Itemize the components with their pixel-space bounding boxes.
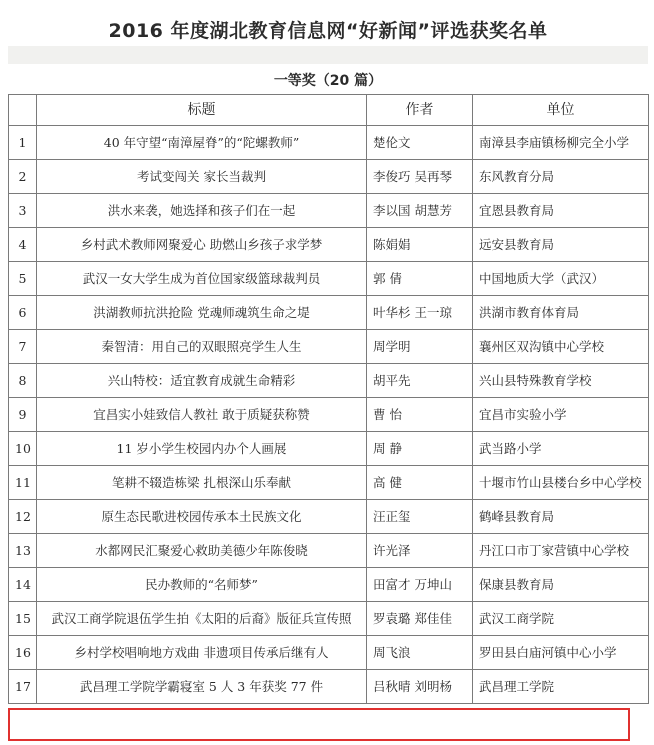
row-number: 4 xyxy=(9,228,37,262)
highlight-box xyxy=(8,708,630,741)
header-title: 标题 xyxy=(37,95,367,126)
table-row xyxy=(9,160,649,194)
table-row xyxy=(9,500,649,534)
table-row xyxy=(9,568,649,602)
row-author: 吕秋晴 刘明杨 xyxy=(367,670,473,704)
row-title: 武汉一女大学生成为首位国家级篮球裁判员 xyxy=(37,262,367,296)
row-number: 14 xyxy=(9,568,37,602)
header-author: 作者 xyxy=(367,95,473,126)
row-number: 10 xyxy=(9,432,37,466)
row-title: 11 岁小学生校园内办个人画展 xyxy=(37,432,367,466)
row-unit: 中国地质大学（武汉） xyxy=(473,262,649,296)
row-unit: 十堰市竹山县楼台乡中心学校 xyxy=(473,466,649,500)
row-unit: 保康县教育局 xyxy=(473,568,649,602)
header-unit: 单位 xyxy=(473,95,649,126)
row-author: 田富才 万坤山 xyxy=(367,568,473,602)
row-title: 考试变闯关 家长当裁判 xyxy=(37,160,367,194)
row-title: 武汉工商学院退伍学生拍《太阳的后裔》版征兵宣传照 xyxy=(37,602,367,636)
row-author: 汪正玺 xyxy=(367,500,473,534)
row-unit: 丹江口市丁家营镇中心学校 xyxy=(473,534,649,568)
row-number: 8 xyxy=(9,364,37,398)
row-unit: 兴山县特殊教育学校 xyxy=(473,364,649,398)
row-author: 高 健 xyxy=(367,466,473,500)
row-author: 叶华杉 王一琼 xyxy=(367,296,473,330)
table-row xyxy=(9,126,649,160)
row-number: 16 xyxy=(9,636,37,670)
row-author: 罗袁璐 郑佳佳 xyxy=(367,602,473,636)
row-unit: 鹤峰县教育局 xyxy=(473,500,649,534)
row-title: 武昌理工学院学霸寝室 5 人 3 年获奖 77 件 xyxy=(37,670,367,704)
row-title: 宜昌实小娃致信人教社 敢于质疑获称赞 xyxy=(37,398,367,432)
award-level-heading: 一等奖（20 篇） xyxy=(273,73,383,89)
row-title: 兴山特校：适宜教育成就生命精彩 xyxy=(37,364,367,398)
table-header-row xyxy=(9,95,649,126)
row-title: 40 年守望“南漳屋脊”的“陀螺教师” xyxy=(37,126,367,160)
row-number: 1 xyxy=(9,126,37,160)
table-row xyxy=(9,364,649,398)
row-number: 3 xyxy=(9,194,37,228)
table-row xyxy=(9,670,649,704)
row-title: 乡村学校唱响地方戏曲 非遗项目传承后继有人 xyxy=(37,636,367,670)
table-row xyxy=(9,534,649,568)
row-unit: 远安县教育局 xyxy=(473,228,649,262)
row-title: 笔耕不辍造栋梁 扎根深山乐奉献 xyxy=(37,466,367,500)
row-author: 周飞浪 xyxy=(367,636,473,670)
row-title: 原生态民歌进校园传承本土民族文化 xyxy=(37,500,367,534)
row-author: 楚伦文 xyxy=(367,126,473,160)
row-author: 郭 倩 xyxy=(367,262,473,296)
row-author: 曹 怡 xyxy=(367,398,473,432)
row-number: 9 xyxy=(9,398,37,432)
award-table xyxy=(8,94,649,704)
row-number: 17 xyxy=(9,670,37,704)
row-unit: 武汉工商学院 xyxy=(473,602,649,636)
table-row xyxy=(9,330,649,364)
row-number: 7 xyxy=(9,330,37,364)
table-row xyxy=(9,228,649,262)
table-row xyxy=(9,262,649,296)
row-number: 13 xyxy=(9,534,37,568)
row-unit: 东风教育分局 xyxy=(473,160,649,194)
row-title: 水都网民汇聚爱心救助美德少年陈俊晓 xyxy=(37,534,367,568)
row-author: 李以国 胡慧芳 xyxy=(367,194,473,228)
header-number xyxy=(9,95,37,126)
row-number: 15 xyxy=(9,602,37,636)
row-number: 12 xyxy=(9,500,37,534)
row-author: 周学明 xyxy=(367,330,473,364)
row-title: 洪水来袭，她选择和孩子们在一起 xyxy=(37,194,367,228)
row-unit: 罗田县白庙河镇中心小学 xyxy=(473,636,649,670)
table-row xyxy=(9,194,649,228)
row-title: 乡村武术教师网聚爱心 助燃山乡孩子求学梦 xyxy=(37,228,367,262)
row-author: 周 静 xyxy=(367,432,473,466)
row-title: 洪湖教师抗洪抢险 党魂师魂筑生命之堤 xyxy=(37,296,367,330)
table-row xyxy=(9,432,649,466)
table-row xyxy=(9,466,649,500)
row-author: 陈娟娟 xyxy=(367,228,473,262)
row-number: 6 xyxy=(9,296,37,330)
row-unit: 襄州区双沟镇中心学校 xyxy=(473,330,649,364)
table-row xyxy=(9,296,649,330)
row-unit: 宜昌市实验小学 xyxy=(473,398,649,432)
document-title: 2016 年度湖北教育信息网“好新闻”评选获奖名单 xyxy=(108,20,548,42)
row-title: 秦智清：用自己的双眼照亮学生人生 xyxy=(37,330,367,364)
row-unit: 洪湖市教育体育局 xyxy=(473,296,649,330)
table-row xyxy=(9,636,649,670)
row-unit: 南漳县李庙镇杨柳完全小学 xyxy=(473,126,649,160)
row-author: 胡平先 xyxy=(367,364,473,398)
row-title: 民办教师的“名师梦” xyxy=(37,568,367,602)
table-row xyxy=(9,602,649,636)
row-number: 11 xyxy=(9,466,37,500)
row-author: 许光泽 xyxy=(367,534,473,568)
award-list-document xyxy=(8,8,648,742)
row-author: 李俊巧 吴再琴 xyxy=(367,160,473,194)
row-number: 2 xyxy=(9,160,37,194)
row-number: 5 xyxy=(9,262,37,296)
show-through-band xyxy=(8,46,648,64)
row-unit: 武当路小学 xyxy=(473,432,649,466)
table-row xyxy=(9,398,649,432)
row-unit: 宜恩县教育局 xyxy=(473,194,649,228)
row-unit: 武昌理工学院 xyxy=(473,670,649,704)
